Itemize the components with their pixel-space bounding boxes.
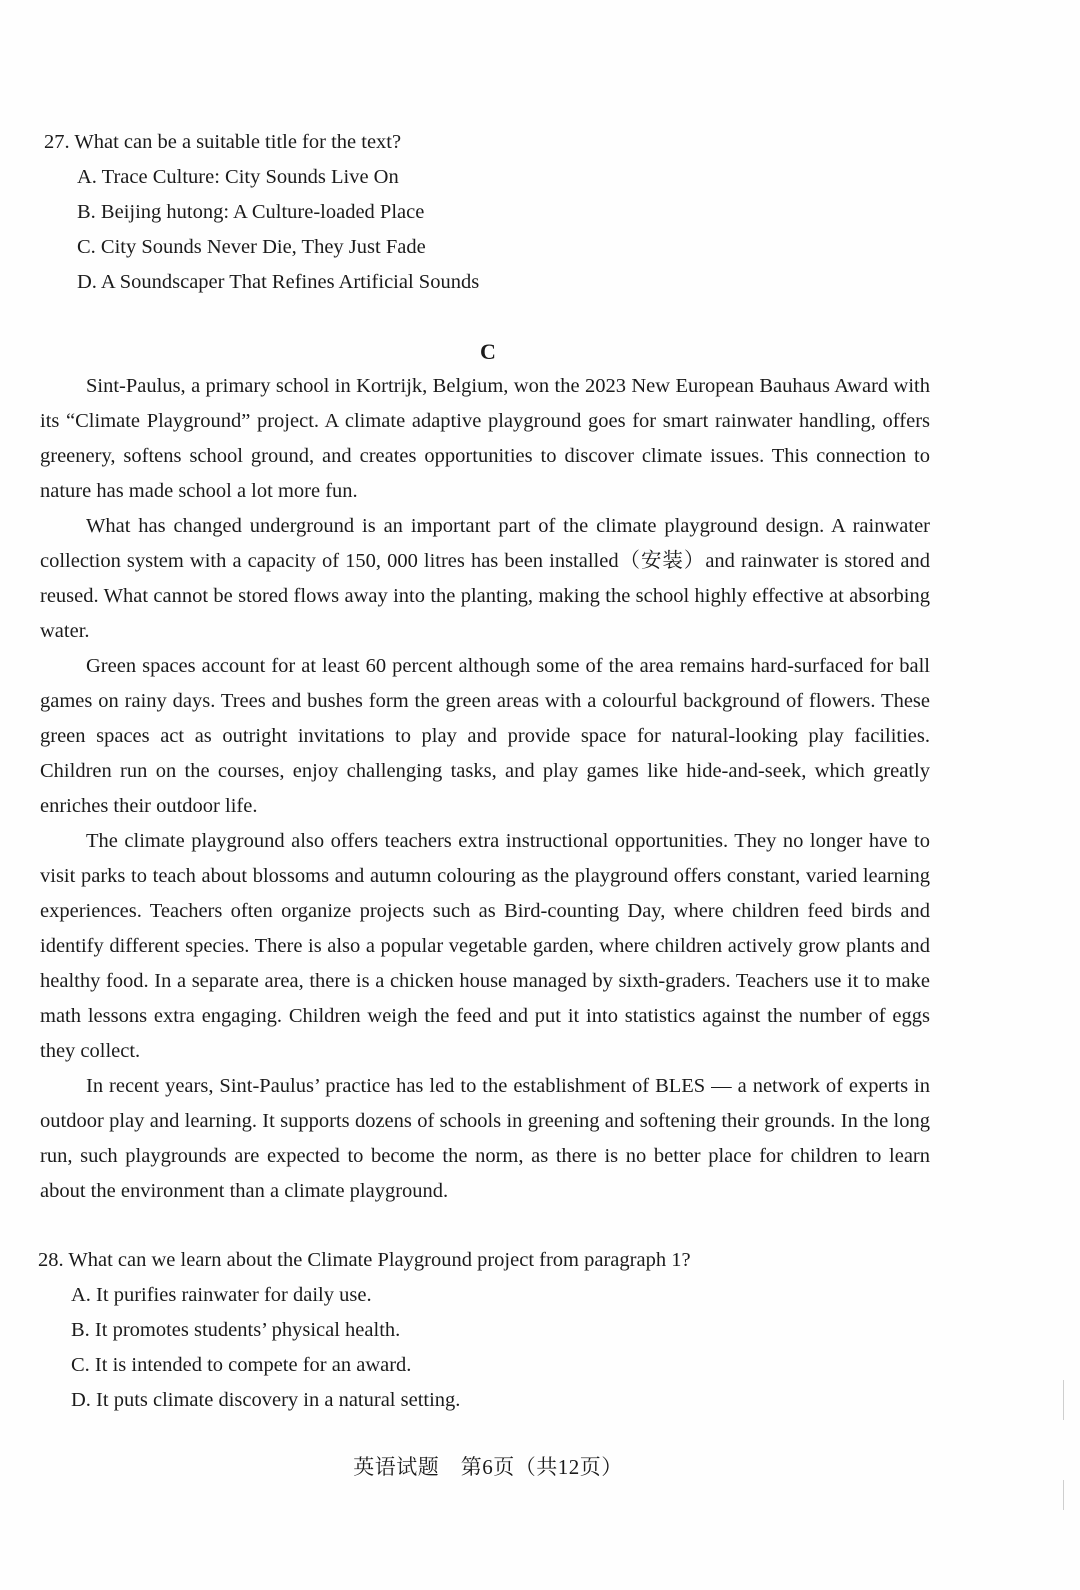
question-28: [38, 1243, 691, 1418]
question-28-option-c: C. It is intended to compete for an award.: [71, 1354, 412, 1376]
section-title: C: [480, 339, 496, 364]
passage: [40, 369, 930, 1209]
question-28-stem: 28. What can we learn about the Climate Playground project from paragraph 1?: [38, 1249, 691, 1271]
question-27-option-d: D. A Soundscaper That Refines Artificial Sounds: [77, 271, 480, 293]
question-28-option-d: D. It puts climate discovery in a natural setting.: [71, 1389, 461, 1411]
question-27-stem: 27. What can be a suitable title for the text?: [44, 131, 402, 153]
passage-paragraph-3: Green spaces account for at least 60 percent although some of the area remains hard-surfaced for ball games on rainy days. Trees and bushes form the green areas with a colourful background of flowers. These green spaces act as outright invitations to play and provide space for natural-looking play facilities. Children run on the courses, enjoy challenging tasks, and play games like hide-and-seek, which greatly enriches their outdoor life.: [40, 655, 930, 817]
passage-paragraph-5: In recent years, Sint-Paulus’ practice has led to the establishment of BLES — a network of experts in outdoor play and learning. It supports dozens of schools in greening and softening their grounds. In the long run, such playgrounds are expected to become the norm, as there is no better place for children to learn about the environment than a climate playground.: [40, 1075, 930, 1202]
page-footer: 英语试题 第6页（共12页）: [353, 1455, 623, 1479]
passage-paragraph-2: What has changed underground is an important part of the climate playground design. A rainwater collection system with a capacity of 150, 000 litres has been installed（安装）and rainwater is stored and reused. What cannot be stored flows away into the planting, making the school highly effective at absorbing water.: [40, 515, 930, 642]
question-27-option-b: B. Beijing hutong: A Culture-loaded Place: [77, 201, 425, 223]
scan-edge-mark: [1063, 1480, 1064, 1510]
question-28-option-b: B. It promotes students’ physical health.: [71, 1319, 401, 1341]
question-27-option-a: A. Trace Culture: City Sounds Live On: [77, 166, 399, 188]
scan-edge-mark: [1063, 1380, 1064, 1420]
passage-paragraph-1: Sint-Paulus, a primary school in Kortrijk, Belgium, won the 2023 New European Bauhaus Award with its “Climate Playground” project. A climate adaptive playground goes for smart rainwater handling, offers greenery, softens school ground, and creates opportunities to discover climate issues. This connection to nature has made school a lot more fun.: [40, 375, 930, 502]
question-27: [44, 125, 479, 300]
passage-paragraph-4: The climate playground also offers teachers extra instructional opportunities. They no longer have to visit parks to teach about blossoms and autumn colouring as the playground offers constant, varied learning experiences. Teachers often organize projects such as Bird-counting Day, where children feed birds and identify different species. There is also a popular vegetable garden, where children actively grow plants and healthy food. In a separate area, there is a chicken house managed by sixth-graders. Teachers use it to make math lessons extra engaging. Children weigh the feed and put it into statistics against the number of eggs they collect.: [40, 830, 930, 1062]
question-27-option-c: C. City Sounds Never Die, They Just Fade: [77, 236, 426, 258]
question-28-option-a: A. It purifies rainwater for daily use.: [71, 1284, 372, 1306]
